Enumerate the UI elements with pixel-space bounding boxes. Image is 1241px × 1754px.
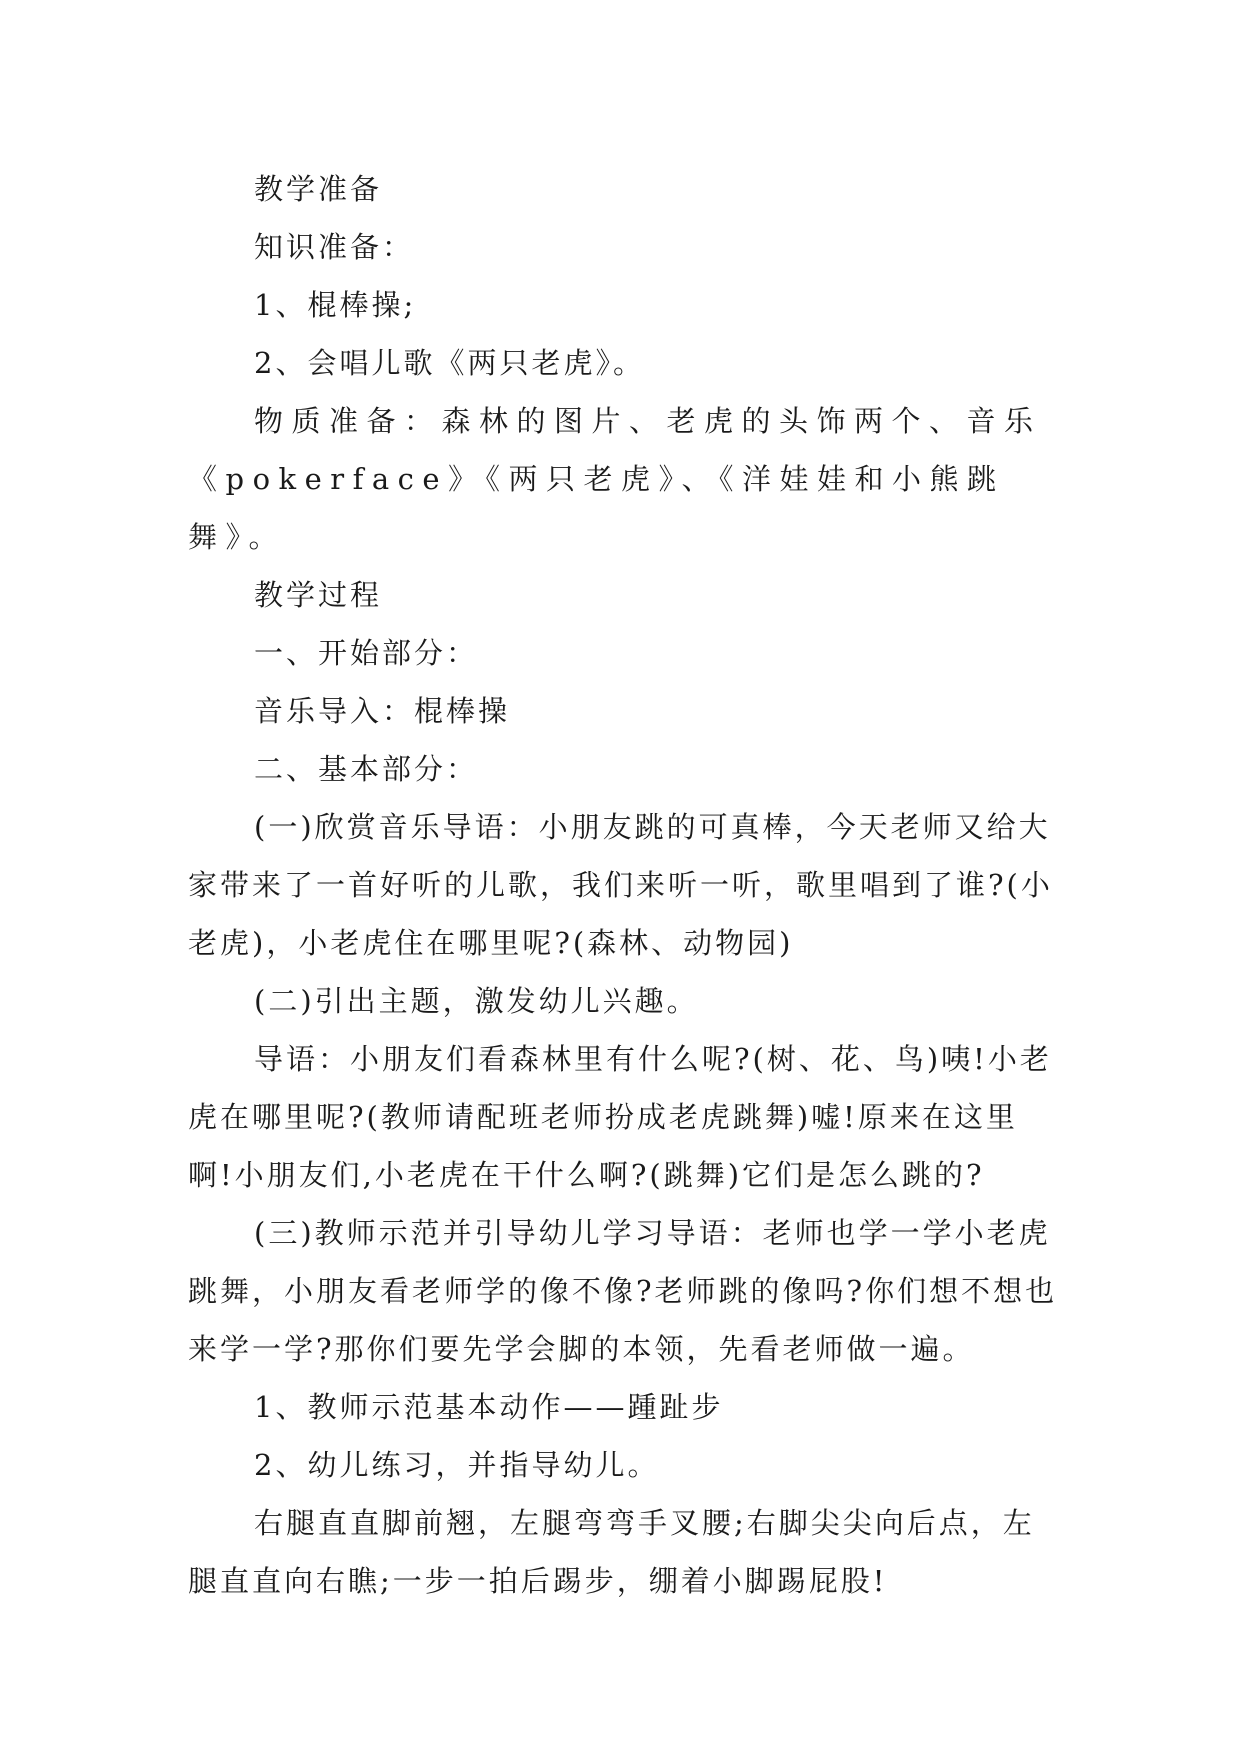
section-opening: 一、开始部分：: [254, 636, 479, 670]
heading-teaching-process: 教学过程: [254, 578, 383, 612]
knowledge-preparation-label: 知识准备：: [254, 230, 415, 264]
material-preparation: 物质准备：森林的图片、老虎的头饰两个、音乐《pokerface》《两只老虎》、《洋娃娃和小熊跳舞》。: [188, 404, 1042, 554]
music-intro: 音乐导入：棍棒操: [254, 694, 511, 728]
step-1: 1、教师示范基本动作——踵趾步: [254, 1390, 724, 1424]
paragraph-appreciate-music: (一)欣赏音乐导语：小朋友跳的可真棒，今天老师又给大家带来了一首好听的儿歌，我们来听一听，歌里唱到了谁?(小老虎)，小老虎住在哪里呢?(森林、动物园): [188, 810, 1053, 960]
paragraph-teacher-demo: (三)教师示范并引导幼儿学习导语：老师也学一学小老虎跳舞，小朋友看老师学的像不像?老师跳的像吗?你们想不想也来学一学?那你们要先学会脚的本领，先看老师做一遍。: [188, 1216, 1058, 1366]
document-body: [188, 160, 1058, 1610]
paragraph-guide-words: 导语：小朋友们看森林里有什么呢?(树、花、鸟)咦!小老虎在哪里呢?(教师请配班老师扮成老虎跳舞)嘘!原来在这里啊!小朋友们,小老虎在干什么啊?(跳舞)它们是怎么跳的?: [188, 1042, 1052, 1192]
paragraph-introduce-theme: (二)引出主题，激发幼儿兴趣。: [254, 984, 699, 1018]
knowledge-item-2: 2、会唱儿歌《两只老虎》。: [254, 346, 645, 380]
heading-teaching-preparation: 教学准备: [254, 172, 383, 206]
step-2: 2、幼儿练习，并指导幼儿。: [254, 1448, 660, 1482]
rhyme-paragraph: 右腿直直脚前翘，左腿弯弯手叉腰;右脚尖尖向后点，左腿直直向右瞧;一步一拍后踢步，绷着小脚踢屁股!: [188, 1506, 1035, 1598]
section-basic: 二、基本部分：: [254, 752, 479, 786]
knowledge-item-1: 1、棍棒操;: [254, 288, 417, 322]
